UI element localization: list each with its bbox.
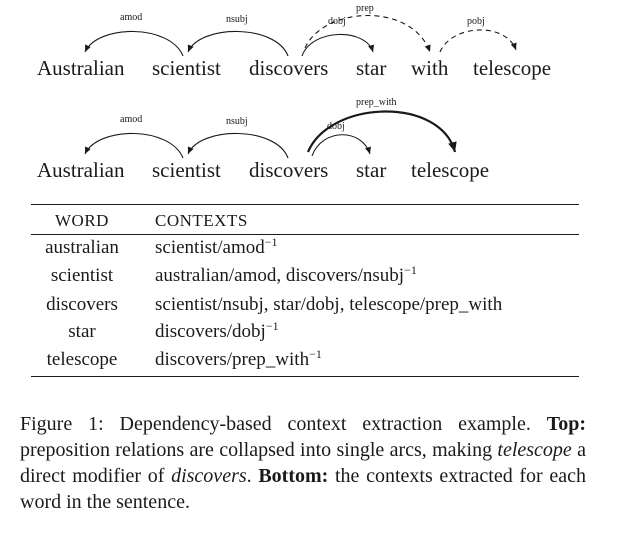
figure-caption: Figure 1: Dependency-based context extraction example. Top: preposition relations are collapsed into single arcs, making telescope a direct modifier of discovers. Bottom: the contexts extracted for each word in the sentence. <box>20 413 587 513</box>
header-contexts: CONTEXTS <box>155 211 248 230</box>
row-word-scientist: scientist <box>50 265 114 286</box>
bottom-word-telescope: telescope <box>411 158 490 182</box>
row-contexts-telescope: discovers/prep_with$^{-1}$ <box>155 347 322 370</box>
row-word-telescope: telescope <box>46 349 118 370</box>
row-contexts-star: discovers/dobj$^{-1}$ <box>155 319 279 342</box>
bottom-word-australian: Australian <box>37 158 125 182</box>
bottom-arc-dobj <box>312 135 370 156</box>
top-word-telescope: telescope <box>473 56 552 80</box>
row-word-australian: australian <box>45 237 119 258</box>
top-word-scientist: scientist <box>152 56 221 80</box>
caption-lead: Figure 1: <box>20 413 104 435</box>
row-contexts-scientist: australian/amod, discovers/nsubj$^{-1}$ <box>155 263 417 286</box>
bottom-arc-label-amod: amod <box>120 114 143 125</box>
header-word: WORD <box>55 211 109 230</box>
top-arc-label-nsubj: nsubj <box>226 14 248 25</box>
table-header-rule <box>31 234 579 235</box>
top-arc-label-prep: prep <box>356 3 374 14</box>
top-word-star: star <box>356 56 387 80</box>
top-arc-label-amod: amod <box>120 12 143 23</box>
bottom-word-discovers: discovers <box>249 158 329 182</box>
bottom-word-scientist: scientist <box>152 158 221 182</box>
bottom-arc-label-dobj: dobj <box>327 121 345 132</box>
top-word-discovers: discovers <box>249 56 329 80</box>
caption-top-label: Top: <box>546 413 586 435</box>
row-contexts-discovers: scientist/nsubj, star/dobj, telescope/prep_with <box>155 294 503 315</box>
bottom-arc-amod <box>85 133 183 158</box>
caption-em-telescope: telescope <box>497 439 572 461</box>
top-word-australian: Australian <box>37 56 125 80</box>
bottom-arc-nsubj <box>188 133 288 158</box>
top-arc-label-pobj: pobj <box>467 16 485 27</box>
table-bottom-rule <box>31 376 579 377</box>
inverse-mark: −1 <box>404 263 417 277</box>
row-word-discovers: discovers <box>46 294 118 315</box>
row-word-star: star <box>68 321 96 342</box>
top-word-with: with <box>411 56 449 80</box>
caption-bottom-label: Bottom: <box>258 465 329 487</box>
caption-em-discovers: discovers <box>171 465 247 487</box>
inverse-mark: −1 <box>265 319 279 333</box>
bottom-arc-label-prep-with: prep_with <box>356 97 397 108</box>
top-arc-label-dobj: dobj <box>328 16 346 27</box>
inverse-mark: −1 <box>264 235 278 249</box>
row-contexts-australian: scientist/amod$^{-1}$ <box>155 235 278 258</box>
bottom-word-star: star <box>356 158 387 182</box>
table-top-rule <box>31 204 579 205</box>
bottom-arc-label-nsubj: nsubj <box>226 116 248 127</box>
inverse-mark: −1 <box>309 347 322 361</box>
